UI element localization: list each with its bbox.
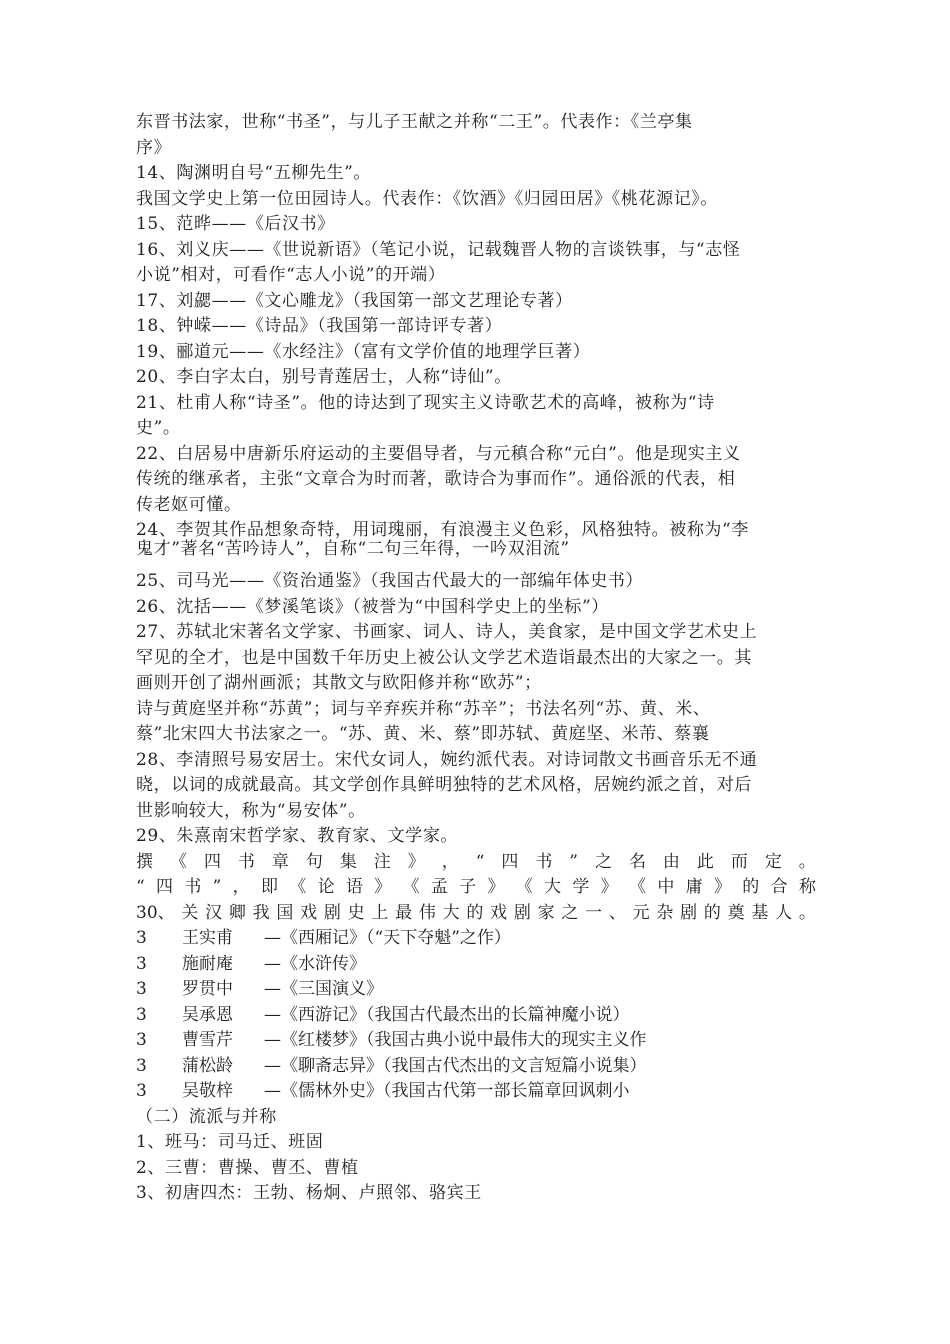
text-line: 蔡”北宋四大书法家之一。“苏、黄、米、蔡”即苏轼、黄庭坚、米芾、蔡襄 [136, 724, 710, 744]
list-item-author: 吴承恩 [182, 1004, 233, 1025]
text-line: 15、范晔——《后汉书》 [136, 214, 335, 234]
text-glyph: 史 [347, 902, 365, 923]
justified-lines [136, 850, 816, 927]
text-glyph: ， [232, 877, 250, 897]
text-glyph: 撰 [136, 851, 153, 872]
text-glyph: 的 [466, 902, 484, 923]
justified-line [136, 901, 816, 927]
list-item [136, 926, 816, 952]
text-glyph: 戏 [490, 902, 508, 923]
text-line: 晓，以词的成就最高。其文学创作具鲜明独特的艺术风格，居婉约派之首，对后 [136, 775, 752, 795]
text-glyph: 章 [271, 851, 289, 872]
text-line: 16、刘义庆——《世说新语》（笔记小说，记载魏晋人物的言谈铁事，与“志怪 [136, 239, 741, 260]
list-item-author: 吴敬梓 [182, 1081, 233, 1101]
text-glyph: 一 [585, 902, 603, 923]
text-glyph: 》 [487, 877, 505, 897]
text-glyph: 30、 [136, 902, 175, 923]
text-line: 22、白居易中唐新乐府运动的主要倡导者，与元稹合称“元白”。他是现实主义 [136, 443, 741, 464]
text-glyph: 人 [775, 902, 793, 923]
list-item [136, 1079, 816, 1105]
text-line: 我国文学史上第一位田园诗人。代表作：《饮酒》《归园田居》《桃花源记》。 [136, 188, 718, 209]
text-glyph: 伟 [418, 902, 436, 923]
text-glyph: 四 [501, 851, 519, 872]
text-glyph: 》 [407, 851, 425, 872]
text-line: 21、杜甫人称“诗圣”。他的诗达到了现实主义诗歌艺术的高峰，被称为“诗 [136, 392, 715, 413]
text-line: 史”。 [136, 418, 181, 438]
text-glyph: 定 [764, 851, 782, 872]
text-glyph: 。 [798, 902, 816, 923]
list-item-author: 王实甫 [182, 928, 233, 948]
list-item-author: 蒲松龄 [182, 1055, 233, 1076]
text-glyph: 子 [459, 877, 477, 897]
text-glyph: ” [569, 851, 578, 872]
text-glyph: 《 [515, 877, 533, 897]
section-middle [136, 569, 816, 850]
text-glyph: 剧 [513, 902, 531, 923]
text-glyph: 《 [169, 851, 187, 872]
list-item-work: —《聊斋志异》（我国古代杰出的文言短篇小说集） [264, 1055, 647, 1076]
text-glyph: 注 [373, 851, 391, 872]
text-glyph: 的 [703, 902, 721, 923]
text-glyph: “ [136, 877, 145, 897]
justified-line [136, 875, 816, 901]
list-item-author: 曹雪芹 [182, 1030, 233, 1050]
text-line: 罕见的全才，也是中国数千年历史上被公认文学艺术造诣最杰出的大家之一。其 [136, 647, 752, 668]
list-item [136, 952, 816, 978]
text-line: 29、朱熹南宋哲学家、教育家、文学家。 [136, 826, 459, 846]
text-glyph: 最 [395, 902, 413, 923]
text-glyph: 而 [730, 851, 748, 872]
list-item-number: 3 [136, 1030, 147, 1050]
list-item-number: 3 [136, 1055, 147, 1076]
text-glyph: 《 [289, 877, 307, 897]
text-glyph: 大 [544, 877, 562, 897]
section-top [136, 110, 816, 518]
text-glyph: 由 [662, 851, 680, 872]
text-glyph: 四 [203, 851, 221, 872]
text-glyph: 即 [260, 877, 278, 897]
text-glyph: 之 [594, 851, 612, 872]
text-glyph: 家 [537, 902, 555, 923]
text-line: 传老妪可懂。 [136, 494, 242, 515]
text-glyph: 合 [770, 877, 788, 897]
document-body [136, 110, 816, 1207]
text-line: 1、班马：司马迁、班固 [136, 1132, 324, 1152]
text-glyph: 四 [156, 877, 174, 897]
list-item [136, 1028, 816, 1054]
list-item-author: 施耐庵 [182, 953, 233, 974]
text-glyph: 的 [742, 877, 760, 897]
list-item-work: —《红楼梦》（我国古典小说中最伟大的现实主义作 [264, 1030, 647, 1050]
text-glyph: 戏 [300, 902, 318, 923]
section-bottom [136, 1105, 816, 1207]
authors-list [136, 926, 816, 1105]
text-line: 世影响较大，称为“易安体”。 [136, 800, 366, 821]
list-item-work: —《西游记》（我国古代最杰出的长篇神魔小说） [264, 1004, 630, 1025]
list-item-number: 3 [136, 1004, 147, 1025]
text-line: 27、苏轼北宋著名文学家、书画家、词人、诗人，美食家，是中国文学艺术史上 [136, 622, 758, 642]
text-glyph: ” [212, 877, 222, 897]
text-line: 传统的继承者，主张“文章合为时而著，歌诗合为事而作”。通俗派的代表，相 [136, 469, 736, 489]
list-item-number: 3 [136, 928, 147, 948]
text-line-li-he-continued: 鬼才”著名“苦吟诗人”，自称“二句三年得，一吟双泪流” [136, 539, 570, 559]
text-line: 诗与黄庭坚并称“苏黄”；词与辛弃疾并称“苏辛”；书法名列“苏、黄、米、 [136, 698, 711, 719]
text-glyph: 大 [442, 902, 460, 923]
text-line: 20、李白字太白，别号青莲居士，人称“诗仙”。 [136, 367, 512, 387]
list-item-number: 3 [136, 953, 147, 974]
text-line: 东晋书法家，世称“书圣”，与儿子王献之并称“二王”。代表作：《兰亭集 [136, 112, 693, 132]
list-item-number: 3 [136, 1081, 147, 1101]
list-item-work: —《儒林外史》（我国古代第一部长篇章回讽刺小 [264, 1081, 630, 1101]
text-glyph: “ [475, 851, 485, 872]
text-glyph: 上 [371, 902, 389, 923]
text-line: 17、刘勰——《文心雕龙》（我国第一部文艺理论专著） [136, 290, 573, 311]
text-line-li-he: 24、李贺其作品想象奇特，用词瑰丽，有浪漫主义色彩，风格独特。被称为“李 [136, 520, 749, 540]
text-glyph: 》 [713, 877, 731, 897]
text-glyph: 关 [181, 902, 199, 923]
text-glyph: 称 [798, 877, 816, 897]
text-glyph: 学 [572, 877, 590, 897]
text-glyph: 庸 [685, 877, 703, 897]
text-glyph: 杂 [656, 902, 674, 923]
text-glyph: 中 [657, 877, 675, 897]
text-line: 序》 [136, 137, 172, 158]
list-item-author: 罗贯中 [182, 979, 233, 999]
text-glyph: 孟 [430, 877, 448, 897]
list-item [136, 977, 816, 1003]
text-glyph: 此 [696, 851, 714, 872]
text-glyph: 《 [402, 877, 420, 897]
text-glyph: 论 [317, 877, 335, 897]
text-glyph: 语 [345, 877, 363, 897]
section-heading: （二）流派与并称 [136, 1106, 277, 1127]
text-line: 25、司马光——《资治通鉴》（我国古代最大的一部编年体史书） [136, 571, 644, 591]
text-glyph: 句 [305, 851, 323, 872]
text-line: 小说”相对，可看作“志人小说”的开端） [136, 265, 446, 285]
text-glyph: 、 [608, 902, 626, 923]
text-line: 2、三曹：曹操、曹丕、曹植 [136, 1157, 359, 1178]
text-glyph: 基 [751, 902, 769, 923]
text-line: 28、李清照号易安居士。宋代女词人，婉约派代表。对诗词散文书画音乐无不通 [136, 749, 758, 770]
text-glyph: 我 [252, 902, 270, 923]
overlapping-text-block [136, 518, 816, 569]
text-glyph: 名 [628, 851, 646, 872]
text-line: 画则开创了湖州画派；其散文与欧阳修并称“欧苏”； [136, 673, 542, 693]
text-glyph: 元 [632, 902, 650, 923]
text-glyph: 书 [535, 851, 553, 872]
list-item-work: —《西厢记》（“天下夺魁”之作） [264, 928, 511, 948]
text-glyph: 》 [374, 877, 392, 897]
text-glyph: ， [441, 851, 459, 872]
justified-line [136, 850, 816, 876]
text-line: 26、沈括——《梦溪笔谈》（被誉为“中国科学史上的坐标”） [136, 596, 609, 617]
text-line: 19、郦道元——《水经注》（富有文学价值的地理学巨著） [136, 341, 591, 362]
text-glyph: 汉 [205, 902, 223, 923]
text-line: 18、钟嵘——《诗品》（我国第一部诗评专著） [136, 316, 503, 336]
text-glyph: 卿 [228, 902, 246, 923]
list-item-work: —《水浒传》 [264, 953, 366, 974]
text-glyph: 之 [561, 902, 579, 923]
text-glyph: 书 [237, 851, 255, 872]
list-item-number: 3 [136, 979, 147, 999]
text-glyph: 。 [798, 851, 816, 872]
text-glyph: 剧 [323, 902, 341, 923]
text-glyph: 国 [276, 902, 294, 923]
text-glyph: 《 [629, 877, 647, 897]
text-glyph: 书 [184, 877, 202, 897]
text-glyph: 》 [600, 877, 618, 897]
text-glyph: 集 [339, 851, 357, 872]
text-glyph: 奠 [727, 902, 745, 923]
text-line: 14、陶渊明自号“五柳先生”。 [136, 163, 372, 183]
list-item [136, 1054, 816, 1080]
text-glyph: 剧 [680, 902, 698, 923]
list-item-work: —《三国演义》 [264, 979, 383, 999]
text-line: 3、初唐四杰：王勃、杨炯、卢照邻、骆宾王 [136, 1183, 482, 1203]
list-item [136, 1003, 816, 1029]
